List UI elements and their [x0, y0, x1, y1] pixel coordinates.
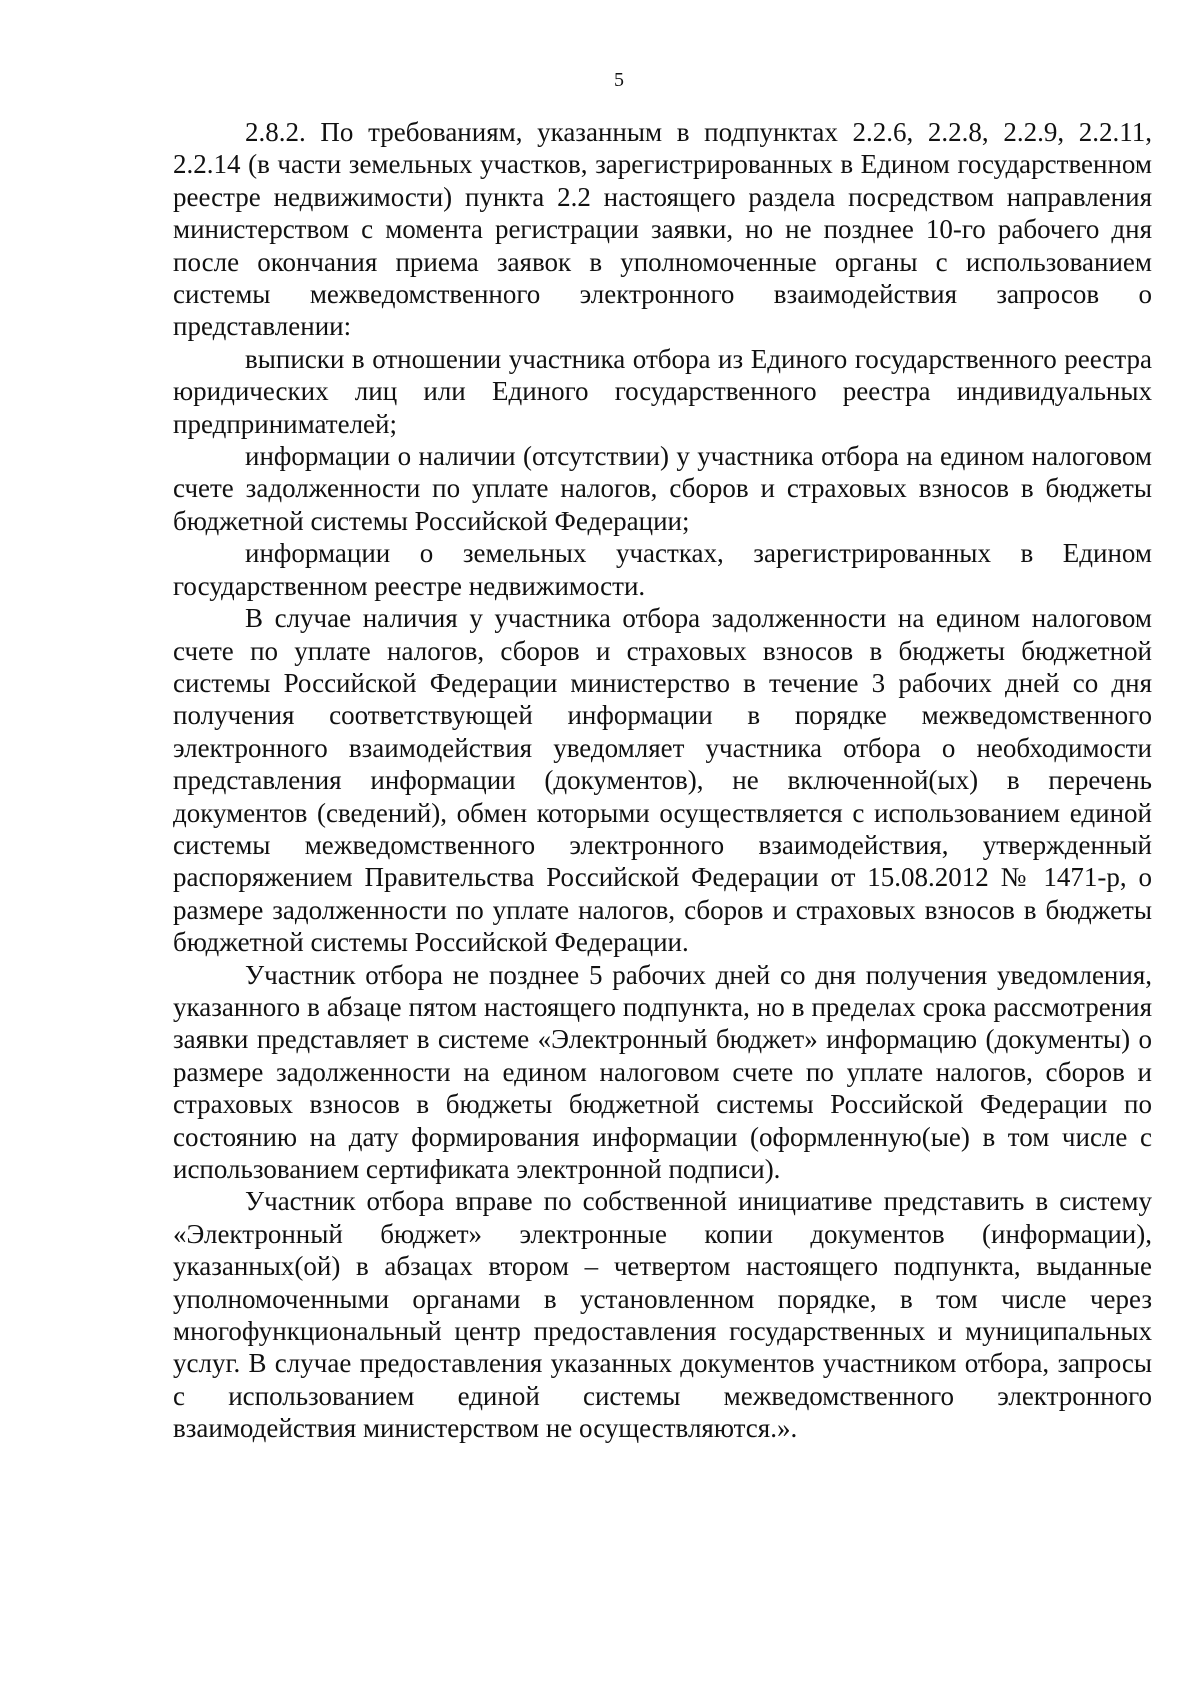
paragraph-tax-debt-info: информации о наличии (отсутствии) у участника отбора на едином налоговом счете задолженности по уплате налогов, сборов и страховых взносов в бюджеты бюджетной системы Российской Федерации; [173, 441, 1152, 536]
paragraph-land-plots-info: информации о земельных участках, зарегистрированных в Едином государственном реестре недвижимости. [173, 538, 1152, 601]
document-body [173, 116, 1152, 1445]
paragraph-2-8-2: 2.8.2. По требованиям, указанным в подпунктах 2.2.6, 2.2.8, 2.2.9, 2.2.11, 2.2.14 (в части земельных участков, зарегистрированных в Едином государственном реестре недвижимости) пункта 2.2 настоящего раздела посредством направления министерством с момента регистрации заявки, но не позднее 10-го рабочего дня после окончания приема заявок в уполномоченные органы с использованием системы межведомственного электронного взаимодействия запросов о представлении: [173, 117, 1152, 342]
paragraph-own-initiative: Участник отбора вправе по собственной инициативе представить в систему «Электронный бюджет» электронные копии документов (информации), указанных(ой) в абзацах втором – четвертом настоящего подпункта, выданные уполномоченными органами в установленном порядке, в том числе через многофункциональный центр предоставления государственных и муниципальных услуг. В случае предоставления указанных документов участником отбора, запросы с использованием единой системы межведомственного электронного взаимодействия министерством не осуществляются.». [173, 1186, 1152, 1444]
paragraph-egrul-extract: выписки в отношении участника отбора из Единого государственного реестра юридических лиц или Единого государственного реестра индивидуальных предпринимателей; [173, 343, 1152, 439]
paragraph-debt-notification: В случае наличия у участника отбора задолженности на едином налоговом счете по уплате налогов, сборов и страховых взносов в бюджеты бюджетной системы Российской Федерации министерство в течение 3 рабочих дней со дня получения соответствующей информации в порядке межведомственного электронного взаимодействия уведомляет участника отбора о необходимости представления информации (документов), не включенной(ых) в перечень документов (сведений), обмен которыми осуществляется с использованием единой системы межведомственного электронного взаимодействия, утвержденный распоряжением Правительства Российской Федерации от 15.08.2012 № 1471-р, о размере задолженности по уплате налогов, сборов и страховых взносов в бюджеты бюджетной системы Российской Федерации. [173, 603, 1152, 958]
page-number: 5 [614, 69, 624, 91]
paragraph-participant-deadline: Участник отбора не позднее 5 рабочих дней со дня получения уведомления, указанного в абзаце пятом настоящего подпункта, но в пределах срока рассмотрения заявки представляет в системе «Электронный бюджет» информацию (документы) о размере задолженности на едином налоговом счете по уплате налогов, сборов и страховых взносов в бюджеты бюджетной системы Российской Федерации по состоянию на дату формирования информации (оформленную(ые) в том числе с использованием сертификата электронной подписи). [173, 959, 1152, 1184]
